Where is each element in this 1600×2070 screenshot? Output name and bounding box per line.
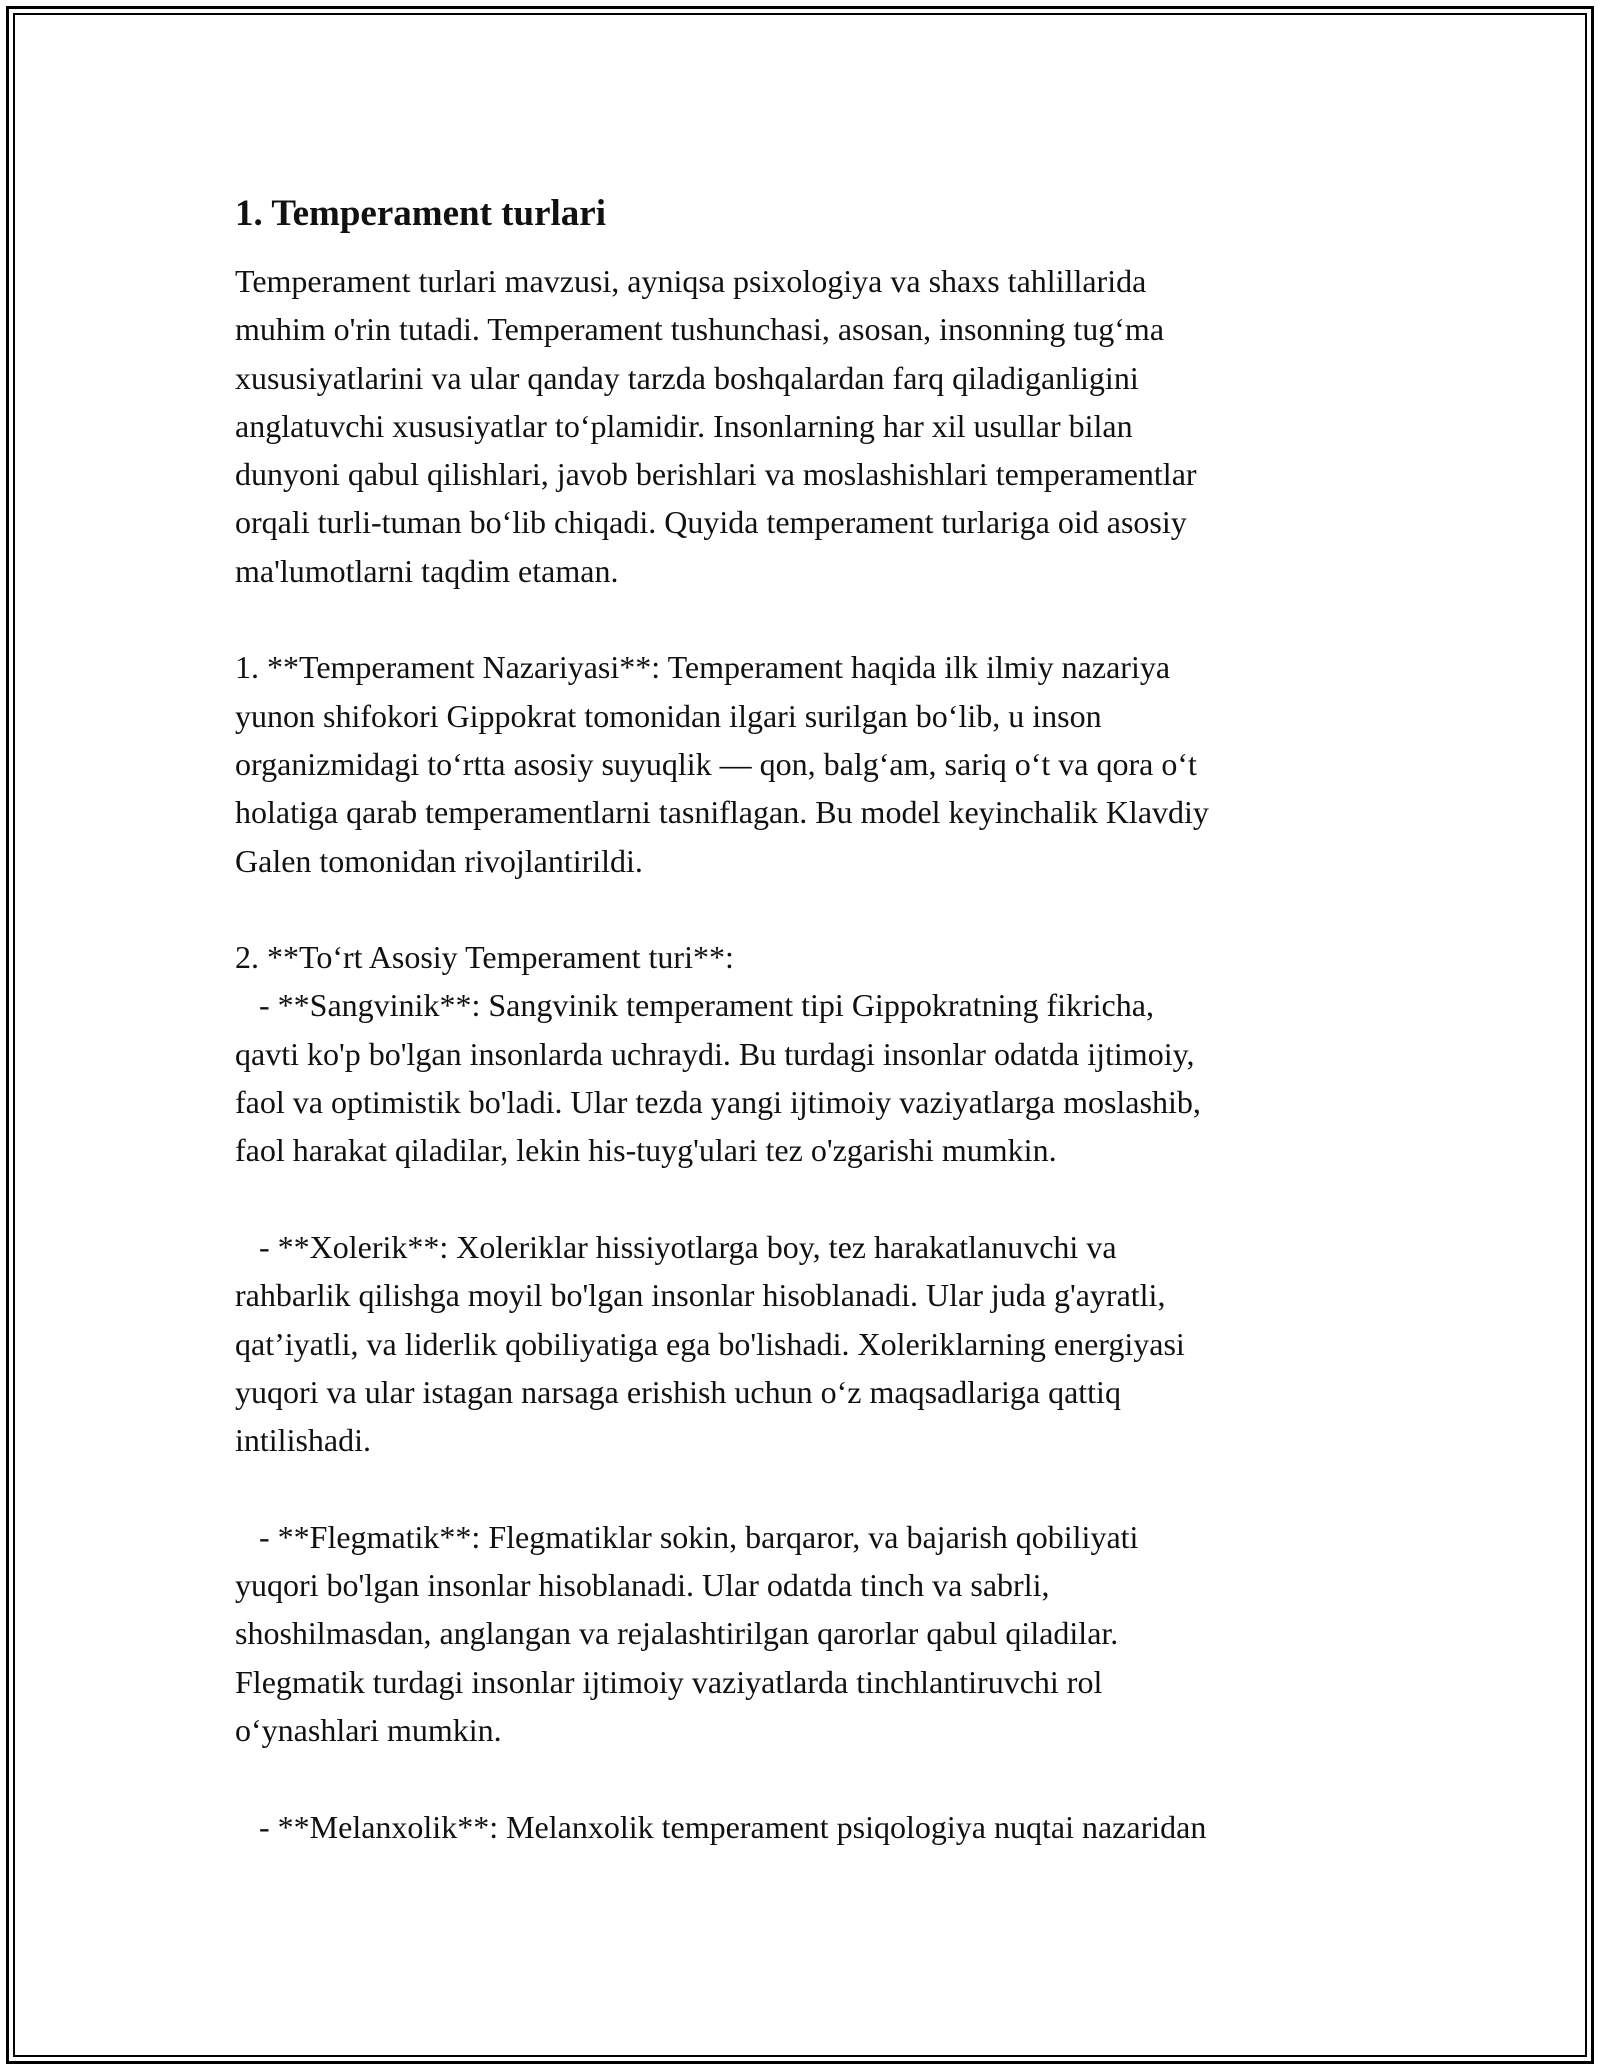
text-line: - **Melanxolik**: Melanxolik temperament psiqologiya nuqtai nazaridan — [235, 1808, 1207, 1845]
text-line: anglatuvchi xususiyatlar to‘plamidir. Insonlarning har xil usullar bilan — [235, 407, 1133, 444]
text-line: orqali turli-tuman bo‘lib chiqadi. Quyida temperament turlariga oid asosiy — [235, 504, 1187, 541]
text-line: Temperament turlari mavzusi, ayniqsa psixologiya va shaxs tahlillarida — [235, 263, 1147, 299]
text-line: yuqori bo'lgan insonlar hisoblanadi. Ular odatda tinch va sabrli, — [235, 1567, 1050, 1604]
text-line: xususiyatlarini va ular qanday tarzda boshqalardan farq qiladiganligini — [235, 359, 1139, 396]
text-line: Galen tomonidan rivojlantirildi. — [235, 842, 643, 879]
text-line: yuqori va ular istagan narsaga erishish uchun o‘z maqsadlariga qattiq — [235, 1373, 1121, 1410]
text-line: 1. **Temperament Nazariyasi**: Temperament haqida ilk ilmiy nazariya — [235, 649, 1171, 686]
text-line: o‘ynashlari mumkin. — [235, 1711, 502, 1748]
text-line: holatiga qarab temperamentlarni tasniflagan. Bu model keyinchalik Klavdiy — [235, 794, 1209, 831]
paragraph-melanxolik — [235, 1803, 1370, 1851]
paragraph-xolerik — [235, 1223, 1370, 1464]
text-line: 2. **To‘rt Asosiy Temperament turi**: — [235, 939, 734, 976]
text-line: dunyoni qabul qilishlari, javob berishlari va moslashishlari temperamentlar — [235, 456, 1197, 493]
text-line: shoshilmasdan, anglangan va rejalashtirilgan qarorlar qabul qiladilar. — [235, 1615, 1119, 1652]
text-line: ma'lumotlarni taqdim etaman. — [235, 552, 619, 589]
text-line: qavti ko'p bo'lgan insonlarda uchraydi. Bu turdagi insonlar odatda ijtimoiy, — [235, 1035, 1195, 1072]
text-line: faol harakat qiladilar, lekin his-tuyg'ulari tez o'zgarishi mumkin. — [235, 1132, 1057, 1169]
text-line: rahbarlik qilishga moyil bo'lgan insonlar hisoblanadi. Ular juda g'ayratli, — [235, 1277, 1166, 1314]
document-body — [235, 185, 1370, 1899]
text-line: muhim o'rin tutadi. Temperament tushunchasi, asosan, insonning tug‘ma — [235, 311, 1165, 348]
text-line: - **Sangvinik**: Sangvinik temperament tipi Gippokratning fikricha, — [235, 987, 1154, 1024]
paragraph-theory — [235, 643, 1370, 884]
text-line: intilishadi. — [235, 1422, 371, 1459]
text-line: Flegmatik turdagi insonlar ijtimoiy vaziyatlarda tinchlantiruvchi rol — [235, 1663, 1103, 1700]
paragraph-intro — [235, 257, 1370, 595]
text-line: - **Flegmatik**: Flegmatiklar sokin, barqaror, va bajarish qobiliyati — [235, 1518, 1139, 1555]
text-line: organizmidagi to‘rtta asosiy suyuqlik — qon, balg‘am, sariq o‘t va qora o‘t — [235, 745, 1197, 782]
text-line: faol va optimistik bo'ladi. Ular tezda yangi ijtimoiy vaziyatlarga moslashib, — [235, 1084, 1201, 1121]
paragraph-flegmatik — [235, 1513, 1370, 1754]
text-line: - **Xolerik**: Xoleriklar hissiyotlarga boy, tez harakatlanuvchi va — [235, 1228, 1117, 1265]
paragraph-sangvinik — [235, 933, 1370, 1174]
section-heading: 1. Temperament turlari — [235, 193, 606, 234]
text-line: qat’iyatli, va liderlik qobiliyatiga ega bo'lishadi. Xoleriklarning energiyasi — [235, 1325, 1185, 1362]
text-line: yunon shifokori Gippokrat tomonidan ilgari surilgan bo‘lib, u inson — [235, 697, 1102, 734]
